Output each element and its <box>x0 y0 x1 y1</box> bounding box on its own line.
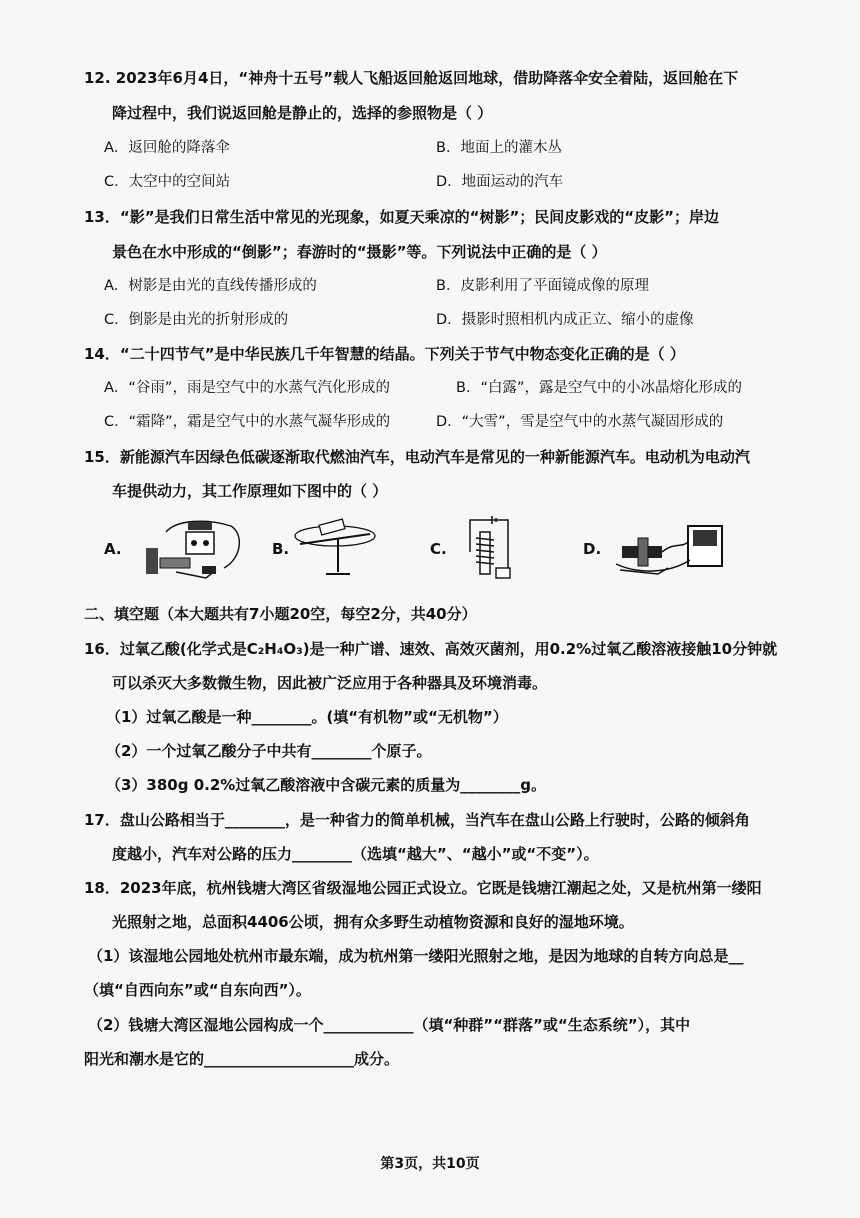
q16-stem-line2: 可以杀灭大多数微生物，因此被广泛应用于各种器具及环境消毒。 <box>112 674 548 692</box>
q16-sub-2: （2）一个过氧乙酸分子中共有________个原子。 <box>106 742 432 760</box>
q18-stem-line1: 18．2023年底，杭州钱塘大湾区省级湿地公园正式设立。它既是钱塘江潮起之处，又是杭州第一缕阳 <box>84 879 762 897</box>
q14-option-a: A．“谷雨”，雨是空气中的水蒸气汽化形成的 <box>104 380 390 396</box>
q16-stem-line1: 16．过氧乙酸(化学式是C₂H₄O₃)是一种广谱、速效、高效灭菌剂，用0.2%过氧乙酸溶液接触10分钟就 <box>84 640 778 658</box>
q14-option-c: C．“霜降”，霜是空气中的水蒸气凝华形成的 <box>104 414 391 430</box>
q12-option-d: D．地面运动的汽车 <box>436 174 564 190</box>
q13-option-a: A．树影是由光的直线传播形成的 <box>104 278 317 294</box>
q15-figure-a-label: A. <box>104 540 122 558</box>
q14-stem: 14．“二十四节气”是中华民族几千年智慧的结晶。下列关于节气中物态变化正确的是（ ） <box>84 345 685 363</box>
q15-figure-c-label: C. <box>430 540 447 558</box>
q17-stem-line2: 度越小，汽车对公路的压力________（选填“越大”、“越小”或“不变”）。 <box>112 845 599 863</box>
q12-stem-line2: 降过程中，我们说返回舱是静止的，选择的参照物是（ ） <box>112 104 493 122</box>
motor-figure-d <box>608 512 728 582</box>
q14-option-d: D．“大雪”，雪是空气中的水蒸气凝固形成的 <box>436 414 724 430</box>
page-number: 第3页，共10页 <box>380 1156 480 1172</box>
q13-option-d: D．摄影时照相机内成正立、缩小的虚像 <box>436 312 694 328</box>
q17-stem-line1: 17．盘山公路相当于________，是一种省力的简单机械，当汽车在盘山公路上行驶时，公路的倾斜角 <box>84 811 750 829</box>
q12-stem-line1: 12. 2023年6月4日，“神舟十五号”载人飞船返回舱返回地球，借助降落伞安全着陆，返回舱在下 <box>84 69 739 87</box>
q15-figure-b-label: B. <box>272 540 290 558</box>
q15-stem-line1: 15．新能源汽车因绿色低碳逐渐取代燃油汽车，电动汽车是常见的一种新能源汽车。电动机为电动汽 <box>84 448 750 466</box>
generator-figure-a <box>136 512 246 582</box>
q12-option-c: C．太空中的空间站 <box>104 174 231 190</box>
q18-stem-line2: 光照射之地，总面积4406公顷，拥有众多野生动植物资源和良好的湿地环境。 <box>112 913 634 931</box>
section-2-heading: 二、填空题（本大题共有7小题20空，每空2分，共40分） <box>84 605 477 623</box>
compass-figure-b <box>290 512 380 582</box>
q16-sub-3: （3）380g 0.2%过氧乙酸溶液中含碳元素的质量为________g。 <box>106 776 547 794</box>
q18-sub-2-line1: （2）钱塘大湾区湿地公园构成一个____________（填“种群”“群落”或“生态系统”），其中 <box>88 1016 691 1034</box>
q13-stem-line1: 13．“影”是我们日常生活中常见的光现象，如夏天乘凉的“树影”；民间皮影戏的“皮影”；岸边 <box>84 208 720 226</box>
q15-stem-line2: 车提供动力，其工作原理如下图中的（ ） <box>112 482 388 500</box>
q18-sub-1-line1: （1）该湿地公园地处杭州市最东端，成为杭州第一缕阳光照射之地，是因为地球的自转方向总是__ <box>88 947 744 965</box>
q13-option-b: B．皮影利用了平面镜成像的原理 <box>436 278 649 294</box>
q18-sub-1-line2: （填“自西向东”或“自东向西”）。 <box>84 981 311 999</box>
q15-figure-d-label: D. <box>583 540 602 558</box>
q12-option-b: B．地面上的灌木丛 <box>436 140 562 156</box>
q16-sub-1: （1）过氧乙酸是一种________。(填“有机物”或“无机物”） <box>106 708 508 726</box>
q13-stem-line2: 景色在水中形成的“倒影”；春游时的“摄影”等。下列说法中正确的是（ ） <box>112 243 607 261</box>
q13-option-c: C．倒影是由光的折射形成的 <box>104 312 289 328</box>
q12-option-a: A．返回舱的降落伞 <box>104 140 230 156</box>
q14-option-b: B．“白露”，露是空气中的小冰晶熔化形成的 <box>456 380 742 396</box>
electromagnet-figure-c <box>456 512 526 582</box>
q18-sub-2-line2: 阳光和潮水是它的____________________成分。 <box>84 1050 400 1068</box>
